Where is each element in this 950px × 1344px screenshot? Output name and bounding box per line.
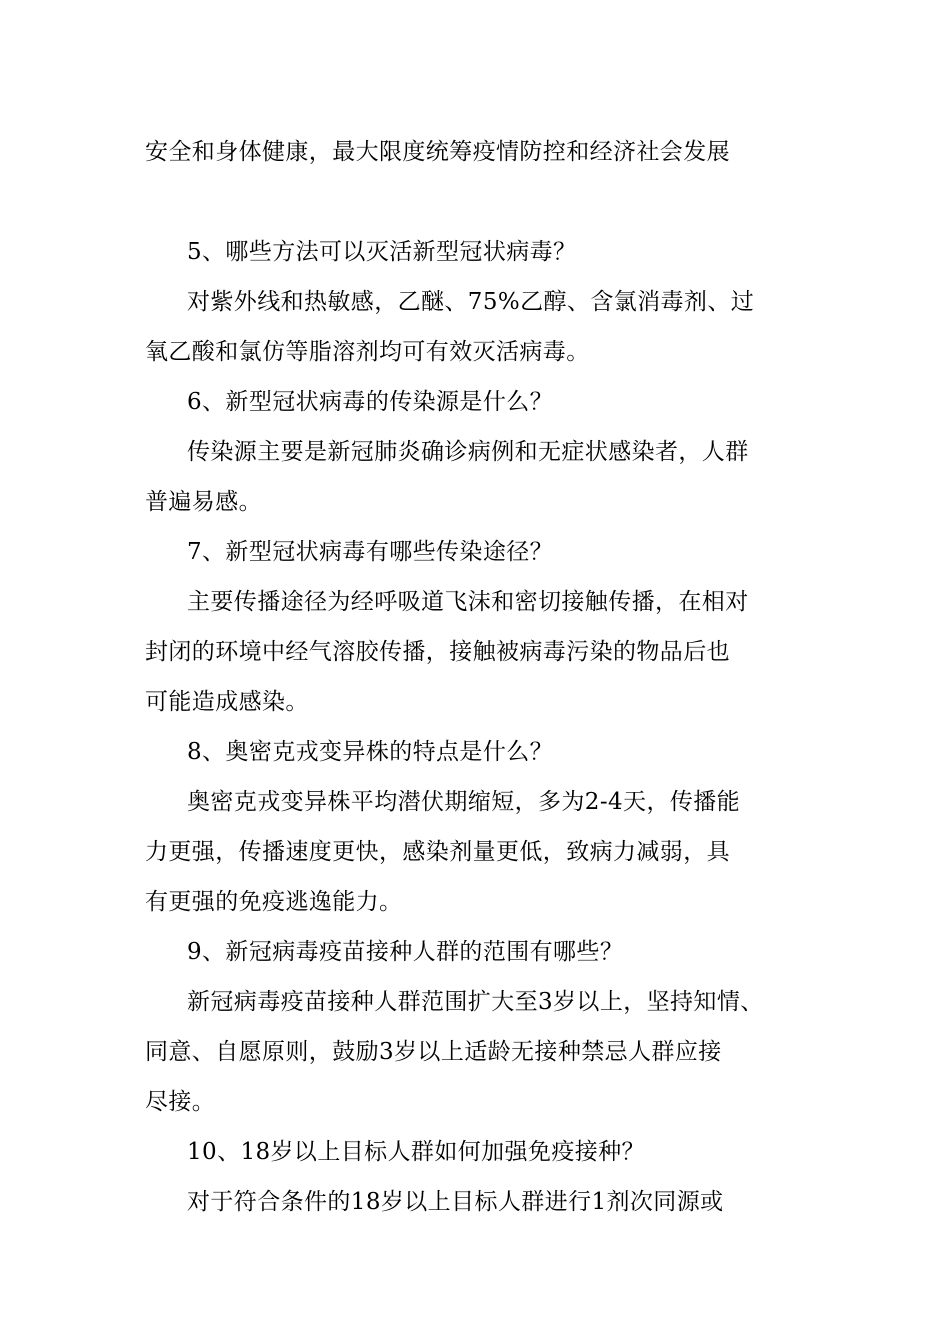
answer-line: 主要传播途径为经呼吸道飞沫和密切接触传播，在相对 [187,589,749,615]
answer-line: 氧乙酸和氯仿等脂溶剂均可有效灭活病毒。 [145,339,590,365]
question-heading-7: 7、新型冠状病毒有哪些传染途径？ [187,539,554,565]
answer-line: 传染源主要是新冠肺炎确诊病例和无症状感染者，人群 [187,439,749,465]
question-heading-5: 5、哪些方法可以灭活新型冠状病毒？ [187,239,577,265]
answer-line: 普遍易感。 [145,489,262,515]
answer-line: 尽接。 [145,1089,216,1115]
paragraph-line: 安全和身体健康，最大限度统筹疫情防控和经济社会发展 [145,139,730,165]
question-heading-9: 9、新冠病毒疫苗接种人群的范围有哪些？ [187,939,624,965]
answer-line: 可能造成感染。 [145,689,309,715]
question-heading-6: 6、新型冠状病毒的传染源是什么？ [187,389,554,415]
answer-line: 奥密克戎变异株平均潜伏期缩短，多为2-4天，传播能 [187,789,741,815]
answer-line: 封闭的环境中经气溶胶传播，接触被病毒污染的物品后也 [145,639,730,665]
answer-line: 有更强的免疫逃逸能力。 [145,889,403,915]
question-heading-8: 8、奥密克戎变异株的特点是什么？ [187,739,554,765]
answer-line: 对紫外线和热敏感，乙醚、75%乙醇、含氯消毒剂、过 [187,289,755,315]
answer-line: 同意、自愿原则，鼓励3岁以上适龄无接种禁忌人群应接 [145,1039,722,1065]
answer-line: 新冠病毒疫苗接种人群范围扩大至3岁以上，坚持知情、 [187,989,764,1015]
question-heading-10: 10、18岁以上目标人群如何加强免疫接种？ [187,1139,645,1165]
answer-line: 对于符合条件的18岁以上目标人群进行1剂次同源或 [187,1189,724,1215]
answer-line: 力更强，传播速度更快，感染剂量更低，致病力减弱，具 [145,839,730,865]
